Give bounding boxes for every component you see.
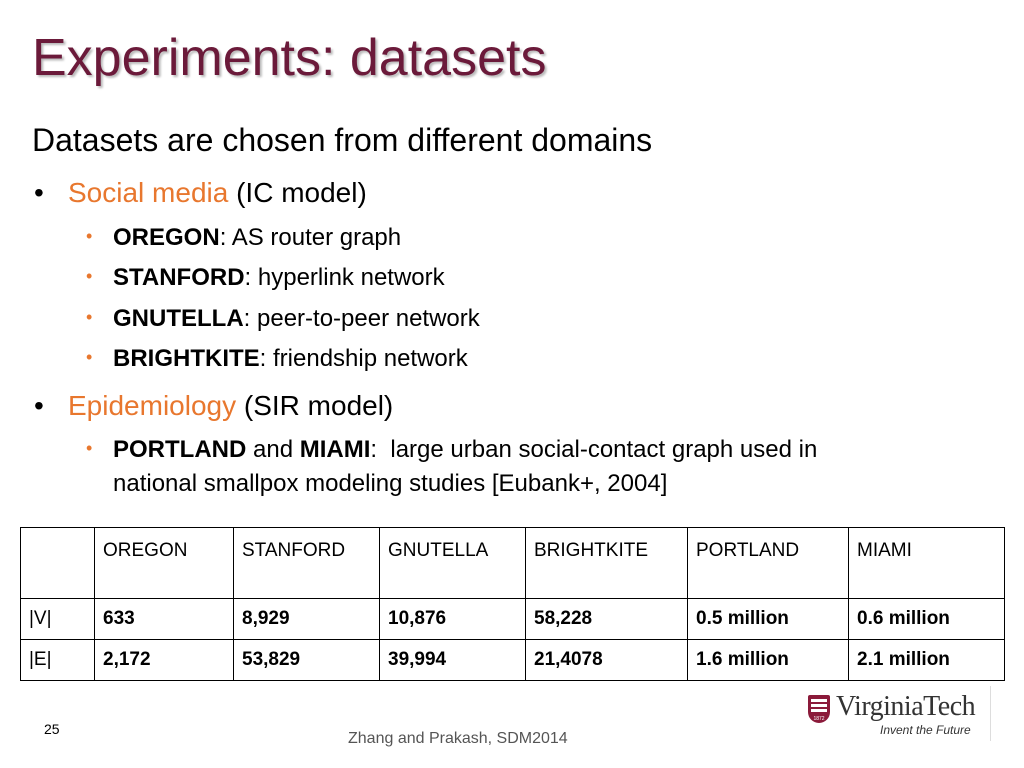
dataset-connector: and — [246, 436, 300, 463]
logo-tagline: Invent the Future — [880, 723, 971, 737]
page-number: 25 — [44, 721, 60, 737]
dataset-desc: : friendship network — [259, 345, 468, 372]
table-cell: 633 — [95, 599, 234, 640]
dataset-desc: : peer-to-peer network — [243, 305, 480, 332]
table-cell: 2,172 — [95, 640, 234, 681]
section-label: Social media — [68, 177, 229, 208]
table-header-cell: BRIGHTKITE — [526, 528, 688, 599]
table-cell: 58,228 — [526, 599, 688, 640]
crest-graphic — [808, 695, 830, 723]
dataset-name: PORTLAND — [113, 436, 247, 463]
table-cell: 8,929 — [234, 599, 380, 640]
table-cell: 21,4078 — [526, 640, 688, 681]
bullet-social-media — [34, 177, 367, 209]
table-cell: 53,829 — [234, 640, 380, 681]
table-row-label: |E| — [21, 640, 95, 681]
bullet-dot: • — [86, 307, 93, 327]
slide-title: Experiments: datasets — [32, 29, 547, 87]
bullet-dot: • — [86, 226, 93, 246]
section-label: Epidemiology — [68, 390, 237, 421]
dataset-desc: : AS router graph — [219, 224, 402, 251]
logo-name: VirginiaTech — [836, 691, 976, 722]
bullet-dot: • — [34, 390, 44, 421]
dataset-desc-continued: national smallpox modeling studies [Eubank+, 2004] — [113, 470, 668, 497]
table-cell: 0.6 million — [849, 599, 1005, 640]
dataset-table — [20, 527, 1005, 681]
table-row — [21, 640, 1005, 681]
dataset-name: GNUTELLA — [113, 305, 244, 332]
table-header-cell — [21, 528, 95, 599]
section-model: (SIR model) — [243, 390, 394, 421]
dataset-name: STANFORD — [113, 264, 245, 291]
table-header-cell: PORTLAND — [688, 528, 849, 599]
table-cell: 0.5 million — [688, 599, 849, 640]
list-item — [86, 305, 480, 333]
footer-divider — [990, 686, 991, 741]
crest-year: 1872 — [813, 716, 825, 722]
section-model: (IC model) — [236, 177, 367, 208]
bullet-dot: • — [86, 266, 93, 286]
bullet-dot: • — [86, 438, 93, 458]
table-header-cell: GNUTELLA — [380, 528, 526, 599]
dataset-name: BRIGHTKITE — [113, 345, 260, 372]
dataset-name: OREGON — [113, 224, 220, 251]
bullet-dot: • — [86, 347, 93, 367]
dataset-desc: : hyperlink network — [244, 264, 445, 291]
table-row-label: |V| — [21, 599, 95, 640]
table-header-cell: STANFORD — [234, 528, 380, 599]
crest-icon — [808, 695, 830, 723]
bullet-epidemiology — [34, 390, 393, 422]
list-item — [86, 345, 468, 373]
table-cell: 1.6 million — [688, 640, 849, 681]
bullet-dot: • — [34, 177, 44, 208]
intro-text: Datasets are chosen from different domains — [32, 122, 653, 158]
table-header-cell: OREGON — [95, 528, 234, 599]
dataset-desc: : large urban social-contact graph used in — [370, 436, 818, 463]
list-item — [86, 224, 401, 252]
table-header-row — [21, 528, 1005, 599]
footer-citation: Zhang and Prakash, SDM2014 — [348, 730, 568, 747]
table-cell: 39,994 — [380, 640, 526, 681]
table-cell: 2.1 million — [849, 640, 1005, 681]
dataset-name: MIAMI — [299, 436, 371, 463]
list-item — [86, 436, 817, 464]
table-row — [21, 599, 1005, 640]
table-cell: 10,876 — [380, 599, 526, 640]
list-item — [86, 264, 445, 292]
table-header-cell: MIAMI — [849, 528, 1005, 599]
